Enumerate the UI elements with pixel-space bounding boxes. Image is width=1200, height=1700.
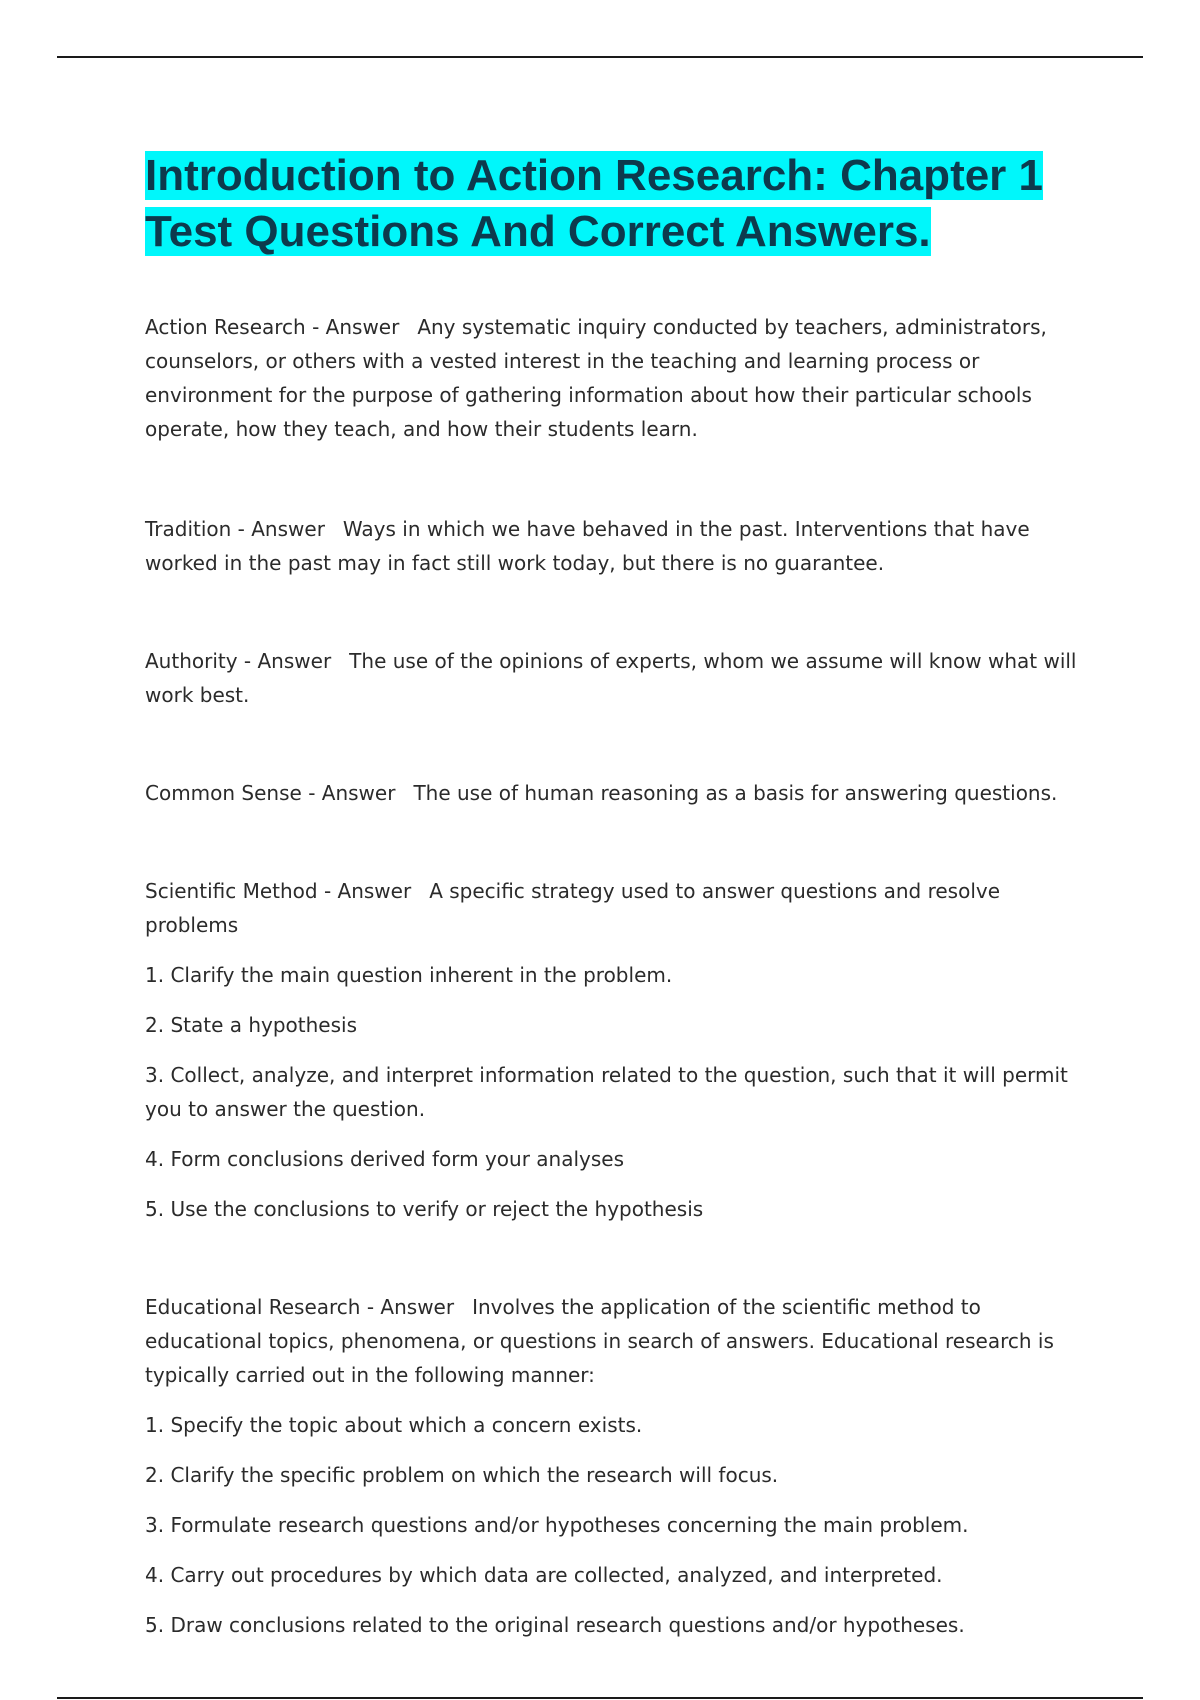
title-highlight: Introduction to Action Research: Chapter 1 Test Questions And Correct Answers. [145,151,1044,256]
list-item: 5. Use the conclusions to verify or reject the hypothesis [145,1197,704,1221]
list-item: 1. Specify the topic about which a concern exists. [145,1413,643,1437]
entry-definition: Any systematic inquiry conducted by teachers, administrators, counselors, or others with a vested interest in the teaching and learning process or environment for the purpose of gathering information about how their particular schools operate, how they teach, and how their students learn. [145,315,1047,441]
list-item: 4. Carry out procedures by which data are collected, analyzed, and interpreted. [145,1563,943,1587]
entry-term: Tradition - Answer [145,517,325,541]
entry-definition: The use of human reasoning as a basis for answering questions. [413,781,1058,805]
spacer [145,712,1095,776]
spacer [145,580,1095,644]
bottom-rule [57,1697,1143,1699]
entry-definition: Involves the application of the scientific method to educational topics, phenomena, or questions in search of answers. Educational research is typically carried out in the following manner: [145,1295,1054,1387]
entry-educational-research [145,1290,1095,1392]
list-item: 3. Formulate research questions and/or hypotheses concerning the main problem. [145,1513,969,1537]
list-item: 5. Draw conclusions related to the original research questions and/or hypotheses. [145,1613,965,1637]
entry-definition: Ways in which we have behaved in the past. Interventions that have worked in the past may in fact still work today, but there is no guarantee. [145,517,1030,575]
entry-term: Action Research - Answer [145,315,400,339]
entry-term: Educational Research - Answer [145,1295,455,1319]
entry-common-sense [145,776,1095,810]
entry-tradition [145,512,1095,580]
entry-definition: A specific strategy used to answer questions and resolve problems [145,879,1001,937]
list-item: 3. Collect, analyze, and interpret information related to the question, such that it will permit you to answer the question. [145,1063,1068,1121]
spacer [145,1226,1095,1290]
page-title [145,148,1095,260]
list-item: 4. Form conclusions derived form your analyses [145,1147,624,1171]
spacer [145,810,1095,874]
entry-definition: The use of the opinions of experts, whom we assume will know what will work best. [145,649,1077,707]
top-rule [57,56,1143,58]
list-item: 2. Clarify the specific problem on which the research will focus. [145,1463,779,1487]
list-item: 1. Clarify the main question inherent in the problem. [145,963,673,987]
document-body [145,148,1095,1642]
entry-action-research [145,310,1095,446]
entry-term: Common Sense - Answer [145,781,396,805]
entry-authority [145,644,1095,712]
entry-term: Authority - Answer [145,649,332,673]
list-item: 2. State a hypothesis [145,1013,358,1037]
spacer [145,446,1095,512]
entry-term: Scientific Method - Answer [145,879,412,903]
entry-scientific-method [145,874,1095,942]
